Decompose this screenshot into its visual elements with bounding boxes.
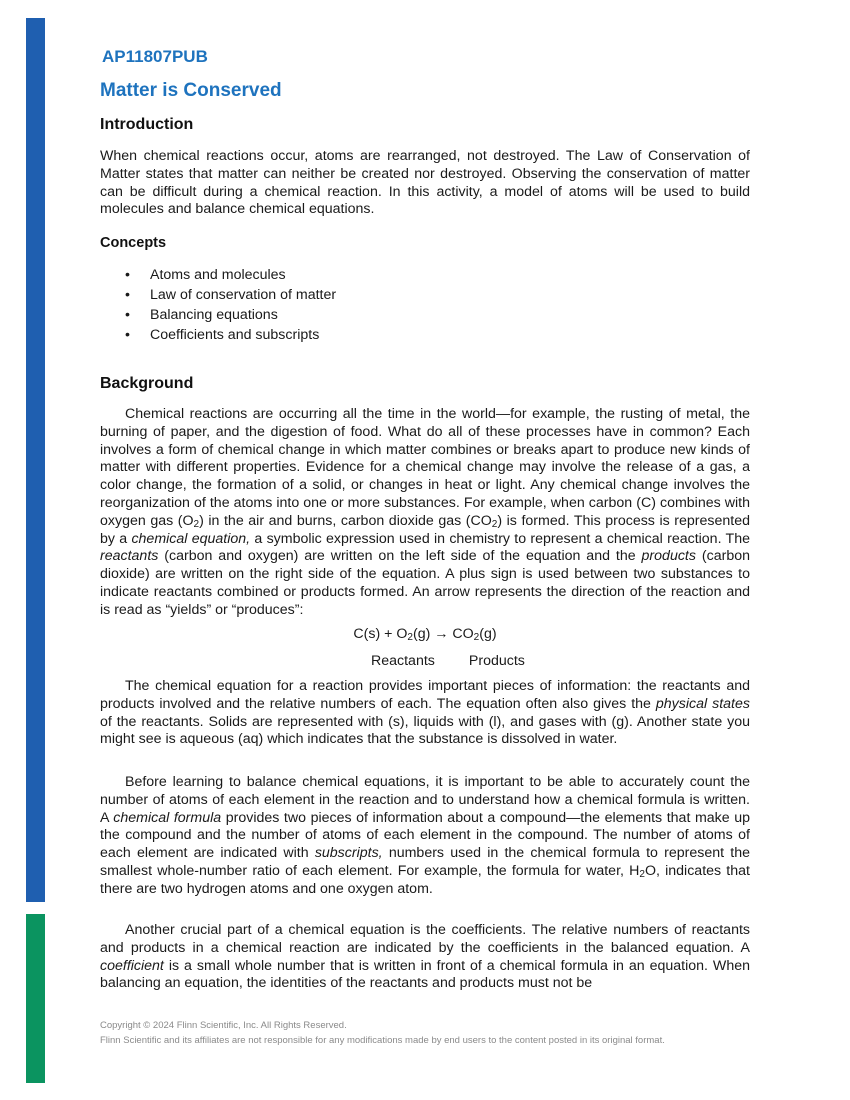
introduction-heading: Introduction [100, 116, 194, 133]
list-item: • Balancing equations [100, 305, 336, 325]
side-bar-blue [26, 18, 45, 902]
equation-labels [371, 653, 525, 669]
background-paragraph-3: Before learning to balance chemical equations, it is important to be able to accurately count the number of atoms of each element in the reaction and to understand how a chemical formula is written. A chemical formula provides two pieces of information about a compound—the elements that make up the compound and the number of atoms of each element in the compound. The number of atoms of each element are indicated with subscripts, numbers used in the chemical formula to represent the smallest whole-number ratio of each element. For example, the formula for water, $H_2O$, indicates that there are two hydrogen atoms and one oxygen atom. [100, 774, 751, 897]
list-item: • Law of conservation of matter [100, 285, 336, 305]
concepts-heading: Concepts [100, 235, 167, 251]
page-title: Matter is Conserved [100, 80, 282, 101]
list-item: • Atoms and molecules [100, 265, 336, 285]
background-paragraph-1: Chemical reactions are occurring all the time in the world—for example, the rusting of metal, the burning of paper, and the digestion of food. What do all of these processes have in common? Each involves a form of chemical change in which matter combines or breaks apart to produce new kinds of matter with different properties. Evidence for a chemical change may involve the release of a gas, a color change, the formation of a solid, or changes in heat or light. Any chemical change involves the reorganization of the atoms into one or more substances. For example, when carbon (C) combines with oxygen gas $(O_2)$ in the air and burns, carbon dioxide gas $(CO_2)$ is formed. This process is represented by a chemical equation, a symbolic expression used in chemistry to represent a chemical reaction. The reactants (carbon and oxygen) are written on the left side of the equation and the products (carbon dioxide) are written on the right side of the equation. A plus sign is used between two substances to indicate reactants combined or products formed. An arrow represents the direction of the reaction and is read as “yields” or “produces”: [100, 406, 750, 618]
background-heading: Background [100, 375, 194, 392]
footer-copyright: Copyright © 2024 Flinn Scientific, Inc. All Rights Reserved. [100, 1020, 347, 1031]
chemical-equation: $C(s) + O_2(g) \to CO_2(g)$ [353, 626, 497, 643]
list-item: • Coefficients and subscripts [100, 325, 336, 345]
background-paragraph-4: Another crucial part of a chemical equation is the coefficients. The relative numbers of reactants and products in a chemical reaction are indicated by the coefficients in the balanced equation. A coefficient is a small whole number that is written in front of a chemical formula in an equation. When balancing an equation, the identities of the reactants and products must not be [100, 922, 750, 992]
products-label: Products [468, 653, 525, 669]
document-id: AP11807PUB [102, 47, 208, 66]
background-paragraph-2: The chemical equation for a reaction provides important pieces of information: the reactants and products involved and the relative numbers of each. The equation often also gives the physical states of the reactants. Solids are represented with (s), liquids with (l), and gases with (g). Another state you might see is aqueous (aq) which indicates that the substance is dissolved in water. [100, 678, 750, 748]
introduction-text: When chemical reactions occur, atoms are rearranged, not destroyed. The Law of Conservation of Matter states that matter can neither be created nor destroyed. Observing the conservation of matter can be difficult during a chemical reaction. In this activity, a model of atoms will be used to build molecules and balance chemical equations. [100, 148, 750, 218]
reactants-label: Reactants [371, 653, 435, 669]
concepts-list [100, 265, 336, 345]
side-bar-green [26, 914, 45, 1083]
footer-disclaimer: Flinn Scientific and its affiliates are not responsible for any modifications made by end users to the content posted in its original format. [100, 1035, 665, 1046]
